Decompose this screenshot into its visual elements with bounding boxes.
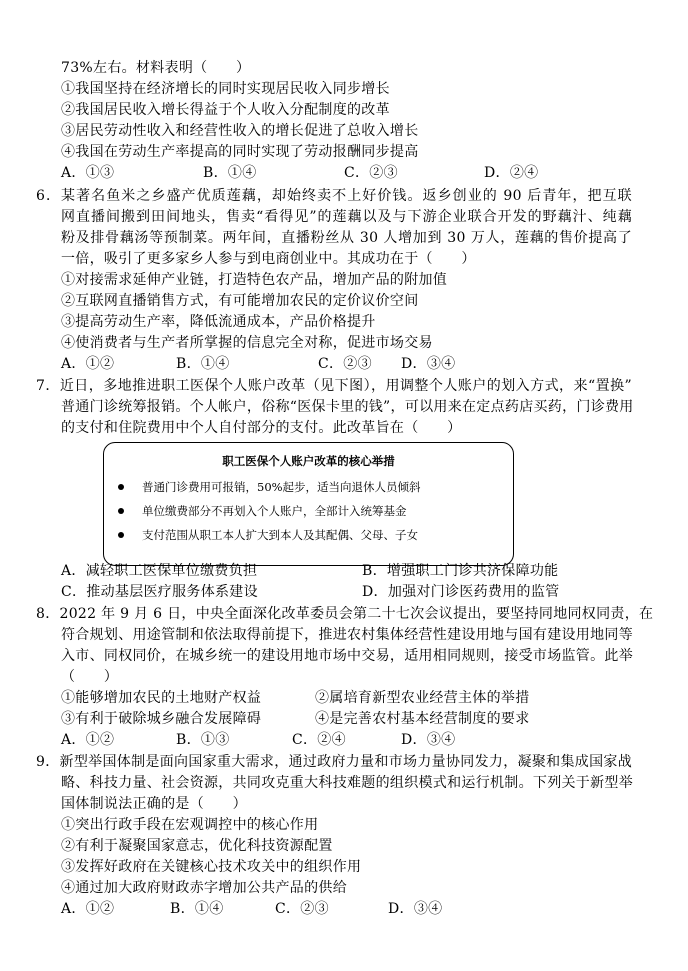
q5-option-3: ③居民劳动性收入和经营性收入的增长促进了总收入增长 [61, 123, 419, 139]
q5-choice-b[interactable]: B．①④ [203, 165, 257, 181]
q7-stem-line-2: 普通门诊统筹报销。个人帐户，俗称“医保卡里的钱”，可以用来在定点药店买药，门诊费用 [61, 399, 634, 415]
q9-stem-line-2: 略、科技力量、社会资源，共同攻克重大科技难题的组织模式和运行机制。下列关于新型举 [61, 775, 633, 791]
q5-option-4: ④我国在劳动生产率提高的同时实现了劳动报酬同步提高 [61, 144, 419, 160]
bullet-icon [118, 508, 124, 514]
q6-choice-d[interactable]: D．③④ [401, 356, 456, 372]
q7-choice-a[interactable]: A．减轻职工医保单位缴费负担 [61, 563, 258, 579]
q6-stem-line-1: 6．某著名鱼米之乡盛产优质莲藕，却始终卖不上好价钱。返乡创业的 90 后青年，把互联 [36, 188, 632, 204]
q8-stem-line-2: 符合规划、用途管制和依法取得前提下，推进农村集体经营性建设用地与国有建设用地同等 [61, 627, 633, 643]
q6-option-3: ③提高劳动生产率，降低流通成本，产品价格提升 [61, 314, 376, 330]
q6-option-4: ④使消费者与生产者所掌握的信息完全对称，促进市场交易 [61, 335, 433, 351]
q9-choice-a[interactable]: A．①② [61, 901, 115, 917]
q8-choice-d[interactable]: D．③④ [401, 732, 456, 748]
q8-stem-line-1: 8．2022 年 9 月 6 日，中央全面深化改革委员会第二十七次会议提出，要坚持同地同权同责，在 [36, 606, 654, 622]
q9-option-3: ③发挥好政府在关键核心技术攻关中的组织作用 [61, 859, 362, 875]
q6-stem-line-2: 网直播间搬到田间地头，售卖“看得见”的莲藕以及与下游企业联合开发的野藕汁、纯藕 [61, 209, 632, 225]
q9-choice-c[interactable]: C．②③ [275, 901, 329, 917]
q5-choice-a[interactable]: A．①③ [61, 165, 115, 181]
q7-box-bullet-2 [118, 503, 407, 519]
q9-choice-b[interactable]: B．①④ [170, 901, 224, 917]
q5-choice-c[interactable]: C．②③ [344, 165, 398, 181]
q7-choice-d[interactable]: D．加强对门诊医药费用的监管 [362, 584, 560, 600]
q6-choice-b[interactable]: B．①④ [176, 356, 230, 372]
q7-box-bullet-3-text: 支付范围从职工本人扩大到本人及其配偶、父母、子女 [142, 528, 418, 542]
q7-box-bullet-1 [118, 479, 421, 495]
q9-option-4: ④通过加大政府财政赤字增加公共产品的供给 [61, 880, 347, 896]
q7-box-bullet-2-text: 单位缴费部分不再划入个人账户，全部计入统筹基金 [142, 504, 407, 518]
q8-stem-line-4: （ ） [61, 669, 119, 685]
q9-option-2: ②有利于凝聚国家意志，优化科技资源配置 [61, 838, 333, 854]
q7-stem-line-3: 的支付和住院费用中个人自付部分的支付。此改革旨在（ ） [61, 420, 462, 436]
q8-stem-line-3: 入市、同权同价，在城乡统一的建设用地市场中交易，适用相同规则，接受市场监管。此举 [61, 648, 633, 664]
q5-stem-tail: 73%左右。材料表明（ ） [61, 60, 251, 76]
q7-reform-box [103, 442, 514, 566]
q6-choice-c[interactable]: C．②③ [318, 356, 372, 372]
q6-option-1: ①对接需求延伸产业链，打造特色农产品，增加产品的附加值 [61, 272, 448, 288]
q7-choice-c[interactable]: C．推动基层医疗服务体系建设 [61, 584, 258, 600]
q7-stem-line-1: 7．近日，多地推进职工医保个人账户改革（见下图），用调整个人账户的划入方式，来“置换” [36, 378, 632, 394]
q8-option-3: ③有利于破除城乡融合发展障碍 [61, 711, 262, 727]
q9-choice-d[interactable]: D．③④ [388, 901, 443, 917]
q7-box-bullet-1-text: 普通门诊费用可报销，50%起步，适当向退休人员倾斜 [142, 480, 421, 494]
q9-option-1: ①突出行政手段在宏观调控中的核心作用 [61, 817, 319, 833]
bullet-icon [118, 484, 124, 490]
q6-stem-line-4: 一倍，吸引了更多家乡人参与到电商创业中。其成功在于（ ） [61, 251, 476, 267]
q8-choice-b[interactable]: B．①③ [176, 732, 230, 748]
q8-option-4: ④是完善农村基本经营制度的要求 [315, 711, 530, 727]
q5-option-1: ①我国坚持在经济增长的同时实现居民收入同步增长 [61, 81, 390, 97]
q6-stem-line-3: 粉及排骨藕汤等预制菜。两年间，直播粉丝从 30 人增加到 30 万人，莲藕的售价提高了 [61, 230, 632, 246]
q6-option-2: ②互联网直播销售方式，有可能增加农民的定价议价空间 [61, 293, 419, 309]
q7-choice-b[interactable]: B．增强职工门诊共济保障功能 [362, 563, 559, 579]
q8-choice-c[interactable]: C．②④ [292, 732, 346, 748]
q8-option-2: ②属培育新型农业经营主体的举措 [315, 690, 530, 706]
q7-box-bullet-3 [118, 527, 418, 543]
q5-option-2: ②我国居民收入增长得益于个人收入分配制度的改革 [61, 102, 390, 118]
bullet-icon [118, 532, 124, 538]
q5-choice-d[interactable]: D．②④ [484, 165, 539, 181]
q8-option-1: ①能够增加农民的土地财产权益 [61, 690, 262, 706]
q6-choice-a[interactable]: A．①② [61, 356, 115, 372]
q8-choice-a[interactable]: A．①② [61, 732, 115, 748]
q9-stem-line-3: 国体制说法正确的是（ ） [61, 796, 247, 812]
q7-box-title: 职工医保个人账户改革的核心举措 [222, 454, 395, 468]
q9-stem-line-1: 9．新型举国体制是面向国家重大需求，通过政府力量和市场力量协同发力，凝聚和集成国家战 [36, 754, 632, 770]
